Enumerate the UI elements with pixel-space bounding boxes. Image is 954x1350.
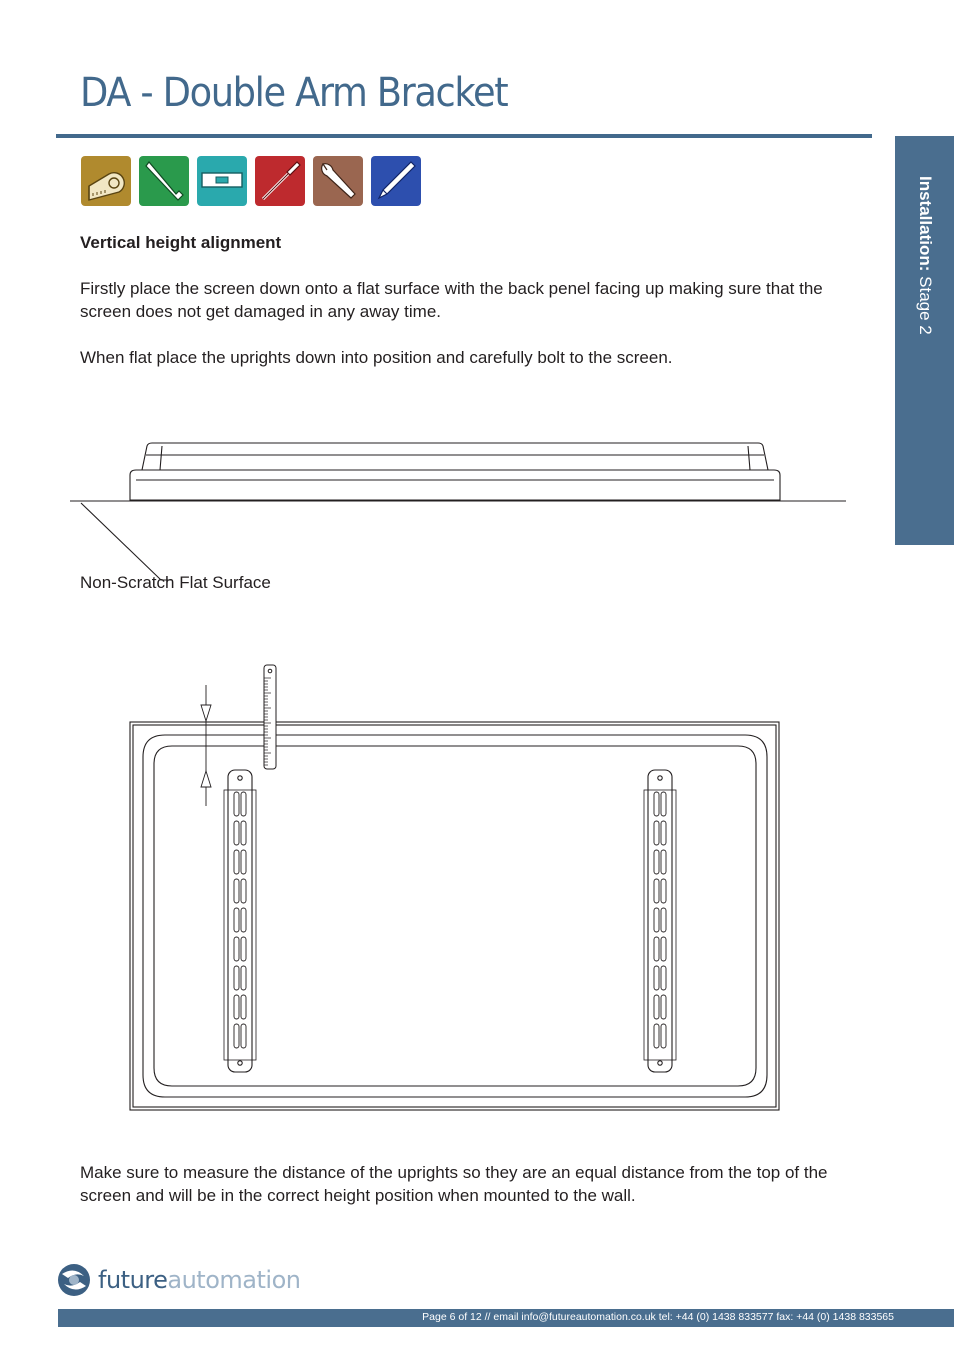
side-tab-label: Installation: Stage 2: [916, 176, 935, 335]
footer-bar: [58, 1309, 954, 1327]
screen-back-view: [130, 722, 779, 1110]
section-heading: Vertical height alignment: [80, 233, 282, 252]
instruction-paragraph-3: Make sure to measure the distance of the uprights so they are an equal distance from the top of the screen and will be in the correct height position when mounted to the wall.: [80, 1163, 828, 1205]
screen-side-view: [130, 443, 780, 500]
brand-swirl-icon: [56, 1262, 92, 1298]
surface-label: Non-Scratch Flat Surface: [80, 573, 271, 592]
page-title: DA - Double Arm Bracket: [80, 70, 508, 116]
instruction-paragraph-1: Firstly place the screen down onto a flat surface with the back penel facing up making sure that the screen does not get damaged in any away time.: [80, 279, 823, 321]
upright-right: [644, 770, 676, 1072]
ruler-icon: [264, 665, 276, 769]
footer-logo: [56, 1262, 300, 1298]
surface-leader-line: [81, 503, 172, 580]
brand-name: futureautomation: [98, 1266, 301, 1294]
instruction-paragraph-2: When flat place the uprights down into position and carefully bolt to the screen.: [80, 348, 673, 367]
footer-contact-text: Page 6 of 12 // email info@futureautomation.co.uk tel: +44 (0) 1438 833577 fax: +44 (0) 1438 833565: [422, 1311, 894, 1323]
upright-left: [224, 770, 256, 1072]
